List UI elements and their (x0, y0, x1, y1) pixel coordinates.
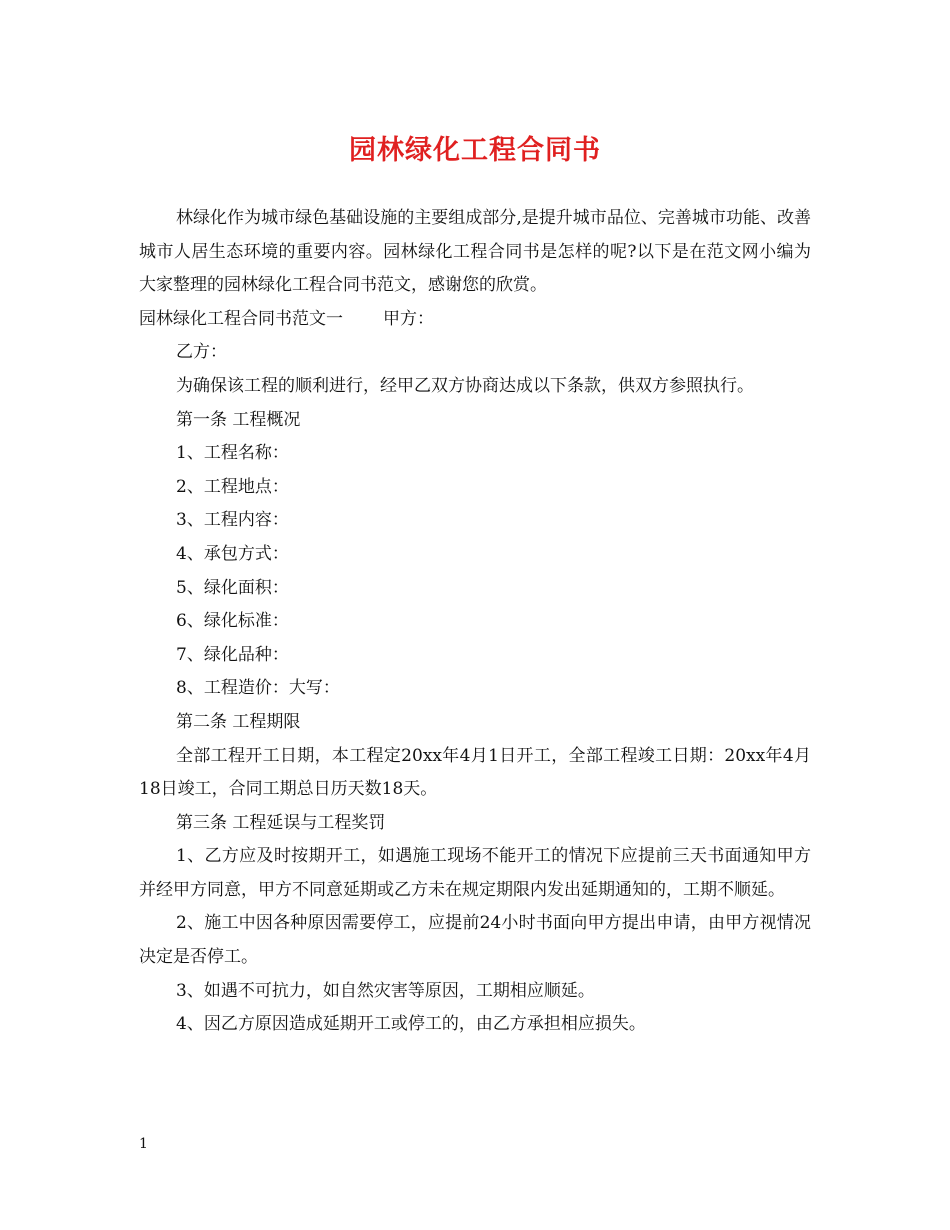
article-3-item: 3、如遇不可抗力，如自然灾害等原因，工期相应顺延。 (176, 980, 595, 1001)
article-1-item: 8、工程造价：大写： (176, 678, 340, 699)
article-1-item: 6、绿化标准： (176, 611, 289, 632)
article-3-item: 2、施工中因各种原因需要停工，应提前24小时书面向甲方提出申请，由甲方视情况决定是否停工。 (139, 913, 811, 968)
article-1-item: 2、工程地点： (176, 476, 289, 497)
article-1-item: 1、工程名称： (176, 443, 289, 464)
article-2-title: 第二条 工程期限 (176, 711, 301, 732)
preamble-paragraph: 为确保该工程的顺利进行，经甲乙双方协商达成以下条款，供双方参照执行。 (176, 375, 754, 396)
article-3-title: 第三条 工程延误与工程奖罚 (176, 812, 386, 833)
sample-heading: 园林绿化工程合同书范文一 (139, 308, 343, 329)
article-1-item: 5、绿化面积： (176, 577, 289, 598)
party-a-label: 甲方： (383, 308, 434, 329)
intro-paragraph: 林绿化作为城市绿色基础设施的主要组成部分,是提升城市品位、完善城市功能、改善城市人居生态环境的重要内容。园林绿化工程合同书是怎样的呢?以下是在范文网小编为大家整理的园林绿化工程合同书范文，感谢您的欣赏。 (139, 208, 811, 296)
document-title: 园林绿化工程合同书 (349, 135, 601, 166)
page-number: 1 (139, 1136, 148, 1152)
document-body (139, 202, 811, 1042)
article-1-item: 4、承包方式： (176, 543, 289, 564)
article-3-item: 4、因乙方原因造成延期开工或停工的，由乙方承担相应损失。 (176, 1014, 646, 1035)
article-2-text: 全部工程开工日期，本工程定20xx年4月1日开工，全部工程竣工日期：20xx年4月18日竣工，合同工期总日历天数18天。 (139, 745, 811, 800)
article-1-item: 7、绿化品种： (176, 644, 289, 665)
sample-heading-line (139, 303, 811, 337)
article-1-title: 第一条 工程概况 (176, 409, 301, 430)
article-1-item: 3、工程内容： (176, 510, 289, 531)
party-b-label: 乙方： (176, 342, 227, 363)
article-3-item: 1、乙方应及时按期开工，如遇施工现场不能开工的情况下应提前三天书面通知甲方并经甲方同意，甲方不同意延期或乙方未在规定期限内发出延期通知的，工期不顺延。 (139, 846, 811, 900)
